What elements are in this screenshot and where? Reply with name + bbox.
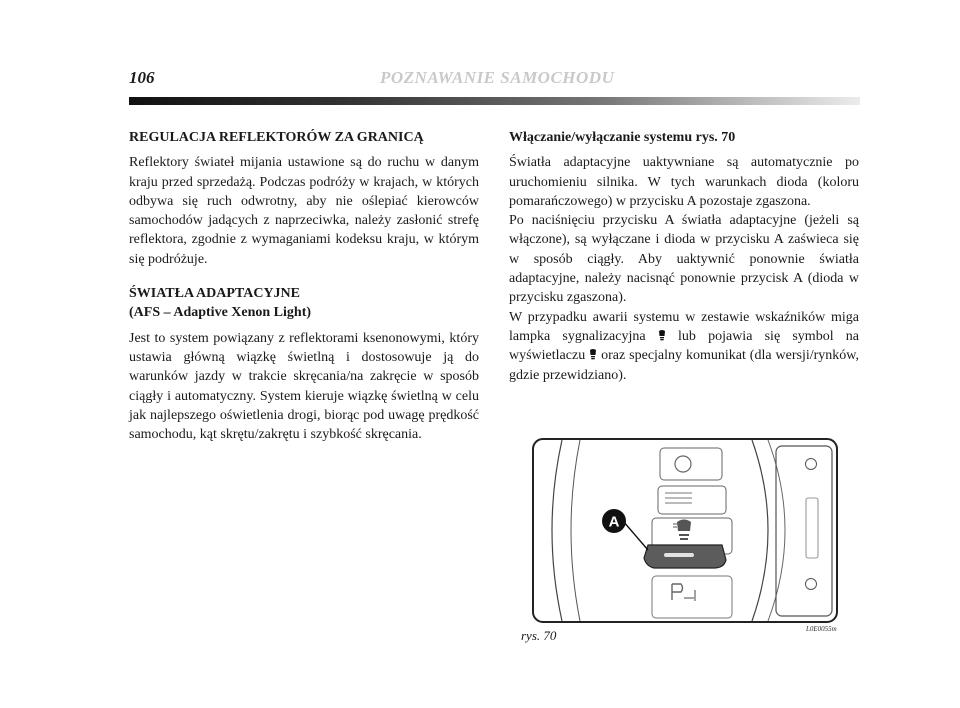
callout-a-label: A xyxy=(608,513,620,531)
page-number: 106 xyxy=(129,68,155,87)
heading-system-toggle: Włączanie/wyłączanie systemu rys. 70 xyxy=(509,130,736,145)
heading-adaptive-lights-line2: (AFS – Adaptive Xenon Light) xyxy=(129,305,312,321)
paragraph-adaptive-lights: Jest to system powiązany z reflektorami ksenonowymi, który ustawia główną wiązkę świetlną i dostosowuje ją do warunków jazdy w trakcie skręcania/na zakręcie w sposób ciągły i automatyczny. System kieruje wiązkę świetlną w celu jak najlepszego oświetlenia drogi, biorąc pod uwagę prędkość samochodu, kąt skrętu/zakrętu i szybkość skręcania. xyxy=(129,330,479,443)
afs-warning-icon xyxy=(658,329,666,341)
figure-caption: rys. 70 xyxy=(521,628,557,643)
right-column xyxy=(509,128,859,385)
figure-afs-button xyxy=(532,438,838,623)
dashboard-illustration xyxy=(532,438,838,623)
heading-headlight-adjustment: REGULACJA REFLEKTORÓW ZA GRANICĄ xyxy=(129,130,424,145)
heading-adaptive-lights-line1: ŚWIATŁA ADAPTACYJNE xyxy=(129,286,301,302)
heading-adaptive-lights xyxy=(129,284,479,323)
paragraph-failure xyxy=(509,308,859,385)
failure-text-part1: W przypadku awarii systemu w zestawie wskaźników miga lampka sygnalizacyjna xyxy=(509,309,859,344)
left-column xyxy=(129,128,479,444)
figure-code: L0E0055m xyxy=(806,625,837,633)
header-bar xyxy=(129,97,860,105)
paragraph-headlight-adjustment: Reflektory świateł mijania ustawione są do ruchu w danym kraju przed sprzedażą. Podczas podróży w krajach, w których odbywa się ruch odwrotny, aby nie oślepiać kierowców samochodów jadących z naprzeciwka, należy zasłonić strefę reflektora, zgodnie z wymaganiami kodeksu kraju, w którym się podróżuje. xyxy=(129,155,479,267)
afs-warning-icon xyxy=(589,348,597,360)
paragraph-auto-activation: Światła adaptacyjne uaktywniane są automatycznie po uruchomieniu silnika. W tych warunkach dioda (koloru pomarańczowego) w przycisku A pozostaje zgaszona. xyxy=(509,155,859,209)
failure-text-part3: oraz specjalny komunikat (dla wersji/rynków, gdzie przewidziano). xyxy=(509,348,859,383)
paragraph-button-press: Po naciśnięciu przycisku A światła adaptacyjne (jeżeli są włączone), są wyłączane i dioda w przycisku A zaświeca się w sposób ciągły. Aby uaktywnić ponownie światła adaptacyjne, należy nacisnąć ponownie przycisk A (dioda w przycisku zgaszona). xyxy=(509,213,859,306)
section-title: POZNAWANIE SAMOCHODU xyxy=(380,68,615,87)
failure-text-part2: lub pojawia się symbol na wyświetlaczu xyxy=(509,328,859,364)
